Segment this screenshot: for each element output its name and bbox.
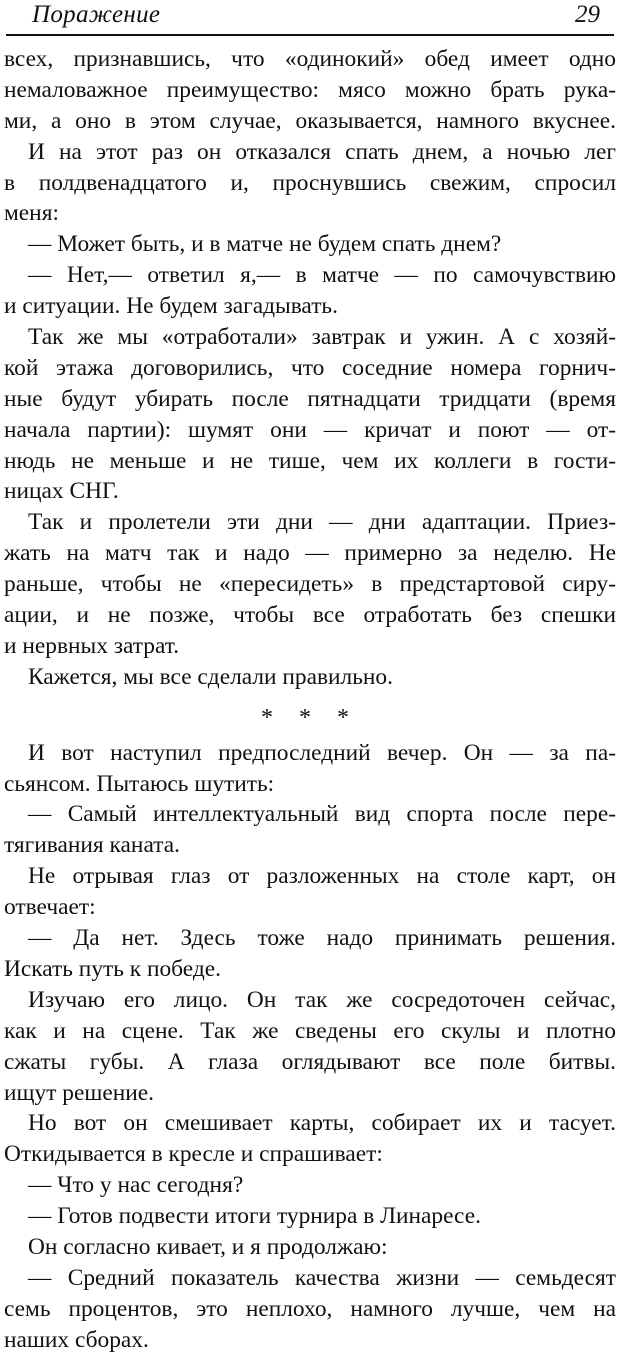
text-line: раньше, чтобы не «пересидеть» в предстартовой сиру- xyxy=(4,571,616,598)
page-number: 29 xyxy=(575,1,600,28)
text-line: и нервных затрат. xyxy=(4,632,180,659)
text-line: кой этажа договорились, что соседние номера горнич- xyxy=(4,354,616,381)
text-line: Откидывается в кресле и спрашивает: xyxy=(4,1141,383,1168)
text-line: отвечает: xyxy=(4,894,96,921)
text-line: Кажется, мы все сделали правильно. xyxy=(28,663,393,690)
text-line: — Средний показатель качества жизни — семьдесят xyxy=(28,1264,616,1291)
text-line: нюдь не меньше и не тише, чем их коллеги в гости- xyxy=(4,447,616,474)
text-line: наших сборах. xyxy=(4,1326,149,1353)
text-line: Искать путь к победе. xyxy=(4,955,221,982)
text-line: — Самый интеллектуальный вид спорта после пере- xyxy=(28,801,616,828)
text-line: ми, а оно в этом случае, оказывается, намного вкуснее. xyxy=(4,107,616,134)
text-line: как и на сцене. Так же сведены его скулы и плотно xyxy=(4,1017,616,1044)
text-line: тягивания каната. xyxy=(4,832,180,859)
text-line: семь процентов, это неплохо, намного лучше, чем на xyxy=(4,1295,616,1322)
text-line: Так и пролетели эти дни — дни адаптации. Приез- xyxy=(28,509,616,536)
text-line: ищут решение. xyxy=(4,1079,155,1106)
text-line: жать на матч так и надо — примерно за неделю. Не xyxy=(4,540,616,567)
text-line: всех, признавшись, что «одинокий» обед имеет одно xyxy=(4,46,616,72)
text-line: Так же мы «отработали» завтрак и ужин. А с хозяй- xyxy=(28,324,616,351)
page-body-text xyxy=(4,44,616,1356)
text-line: — Готов подвести итоги турнира в Линаресе. xyxy=(28,1203,481,1230)
text-line: — Может быть, и в матче не будем спать днем? xyxy=(28,231,502,258)
text-line: Но вот он смешивает карты, собирает их и тасует. xyxy=(28,1110,616,1137)
text-line: немаловажное преимущество: мясо можно брать рука- xyxy=(4,76,616,103)
section-separator: * * * xyxy=(261,704,359,731)
text-line: ные будут убирать после пятнадцати тридцати (время xyxy=(4,385,616,412)
text-line: ницах СНГ. xyxy=(4,478,119,505)
text-line: начала партии): шумят они — кричат и поют — от- xyxy=(4,416,616,443)
text-line: Изучаю его лицо. Он так же сосредоточен сейчас, xyxy=(28,986,616,1013)
text-line: И вот наступил предпоследний вечер. Он — за па- xyxy=(28,739,616,766)
running-header xyxy=(6,0,614,36)
text-line: ации, и не позже, чтобы все отработать без спешки xyxy=(4,602,616,629)
text-line: меня: xyxy=(4,200,59,227)
chapter-title: Поражение xyxy=(32,1,161,28)
text-line: Не отрывая глаз от разложенных на столе карт, он xyxy=(28,863,616,890)
text-line: — Нет,— ответил я,— в матче — по самочувствию xyxy=(28,262,616,289)
text-line: — Что у нас сегодня? xyxy=(28,1172,244,1199)
text-line: сьянсом. Пытаюсь шутить: xyxy=(4,770,275,797)
text-line: и ситуации. Не будем загадывать. xyxy=(4,293,338,320)
text-line: И на этот раз он отказался спать днем, а ночью лег xyxy=(28,138,616,165)
text-line: Он согласно кивает, и я продолжаю: xyxy=(28,1233,388,1260)
text-line: — Да нет. Здесь тоже надо принимать решения. xyxy=(28,925,616,952)
text-line: сжаты губы. А глаза оглядывают все поле битвы. xyxy=(4,1048,616,1075)
text-line: в полдвенадцатого и, проснувшись свежим, спросил xyxy=(4,169,616,196)
